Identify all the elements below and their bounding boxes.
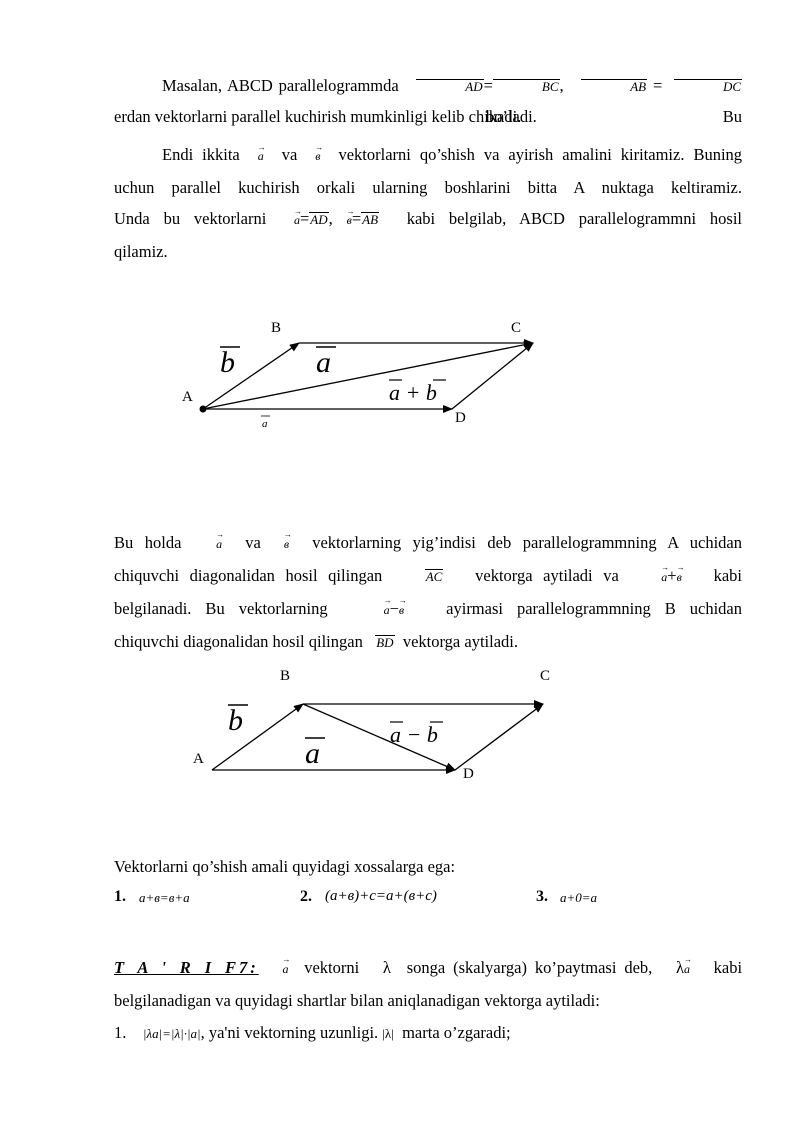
- paragraph-2: [114, 139, 742, 267]
- paragraph-2-line-1: Endi ikkita → a va → в vektorlarni qo’shish va ayirish amalini kiritamiz. Buning: [114, 139, 742, 172]
- vector-ac: AC: [425, 569, 443, 584]
- label-vector-a-top: a: [316, 346, 331, 379]
- label-a-vertex-2: A: [193, 751, 204, 767]
- properties-intro: Vektorlarni qo’shish amali quyidagi xossalarga ega:: [114, 857, 456, 876]
- paragraph-1-line-2: erdan vektorlarni parallel kuchirish mumkinligi kelib chikadi.: [114, 107, 522, 126]
- paragraph-3-line-2: chiquvchi diagonalidan hosil qilingan AC vektorga aytiladi va → a+→ в kabi: [114, 560, 742, 593]
- paragraph-2-line-2: uchun parallel kuchirish orkali ularning boshlarini bitta A nuktaga keltiramiz.: [114, 178, 742, 197]
- property-1-number: 1.: [114, 888, 126, 905]
- property-2-number: 2.: [300, 888, 312, 905]
- property-2-formula: (a+в)+c=a+(в+c): [325, 888, 437, 904]
- parallelogram-sum-figure: [0, 300, 800, 440]
- label-d-vertex-2: D: [463, 766, 474, 782]
- vector-ab-arrow-2: [212, 704, 303, 770]
- definition-line-1: T A ' R I F7: → a vektorni λ songa (skalyarga) ko’paytmasi deb, λ→ a kabi: [114, 952, 742, 985]
- vector-ad: AD: [416, 79, 483, 93]
- definition-item-1-formula: |λa|=|λ|·|a|: [142, 1026, 201, 1041]
- definition-title: T A ' R I F7:: [114, 958, 259, 977]
- label-d-vertex: D: [455, 410, 466, 426]
- paragraph-3-line-1: Bu holda → a va → в vektorlarning yig’indisi deb parallelogrammning A uchidan: [114, 527, 742, 560]
- paragraph-2-line-4: qilamiz.: [114, 242, 168, 261]
- label-vector-b: b: [220, 346, 235, 379]
- label-vector-b-2: b: [228, 704, 243, 737]
- label-vector-difference: a − b: [390, 722, 438, 747]
- definition-paragraph: [114, 952, 742, 1050]
- vector-bd: BD: [376, 635, 394, 650]
- label-a-vertex: A: [182, 389, 193, 405]
- paragraph-2-line-3: Unda bu vektorlarni → a=AD, → в=AB kabi belgilab, ABCD parallelogrammni hosil: [114, 203, 742, 236]
- label-c-vertex: C: [511, 320, 522, 336]
- lambda-symbol: λ: [382, 958, 391, 977]
- vector-ac-arrow: [203, 343, 533, 409]
- paragraph-1-line-1: Masalan, ABCD parallelogrammda AD= BC, AB = DC bo’ladi. Bu: [162, 76, 742, 126]
- property-3-number: 3.: [536, 888, 548, 905]
- definition-line-2: belgilanadigan va quyidagi shartlar bilan aniqlanadigan vektorga aytiladi:: [114, 991, 600, 1010]
- vector-dc: DC: [674, 79, 742, 93]
- label-vector-a-bottom: a: [262, 418, 268, 430]
- paragraph-3: [114, 527, 742, 658]
- label-b-vertex-2: B: [280, 668, 291, 684]
- label-b-vertex: B: [271, 320, 282, 336]
- label-c-vertex-2: C: [540, 668, 551, 684]
- definition-item-1: 1. |λa|=|λ|·|a|, ya'ni vektorning uzunligi. |λ| marta o’zgaradi;: [114, 1023, 511, 1042]
- vector-dc-arrow: [452, 343, 533, 409]
- property-1-formula: a+в=в+a: [139, 890, 190, 905]
- property-3-formula: a+0=a: [560, 890, 598, 905]
- label-vector-sum: a + b: [389, 380, 437, 405]
- vector-bc: BC: [493, 79, 560, 93]
- vector-dc-arrow-2: [455, 704, 543, 770]
- vector-ab: AB: [581, 79, 647, 93]
- paragraph-3-line-3: belgilanadi. Bu vektorlarning → a−→ в ayirmasi parallelogrammning B uchidan: [114, 593, 742, 626]
- vector-b-symbol: → в: [315, 141, 320, 172]
- paragraph-3-line-4: chiquvchi diagonalidan hosil qilingan BD vektorga aytiladi.: [114, 632, 518, 651]
- vector-a-symbol: → a: [258, 141, 264, 172]
- parallelogram-difference-figure: [0, 660, 800, 790]
- label-vector-a-2: a: [305, 737, 320, 770]
